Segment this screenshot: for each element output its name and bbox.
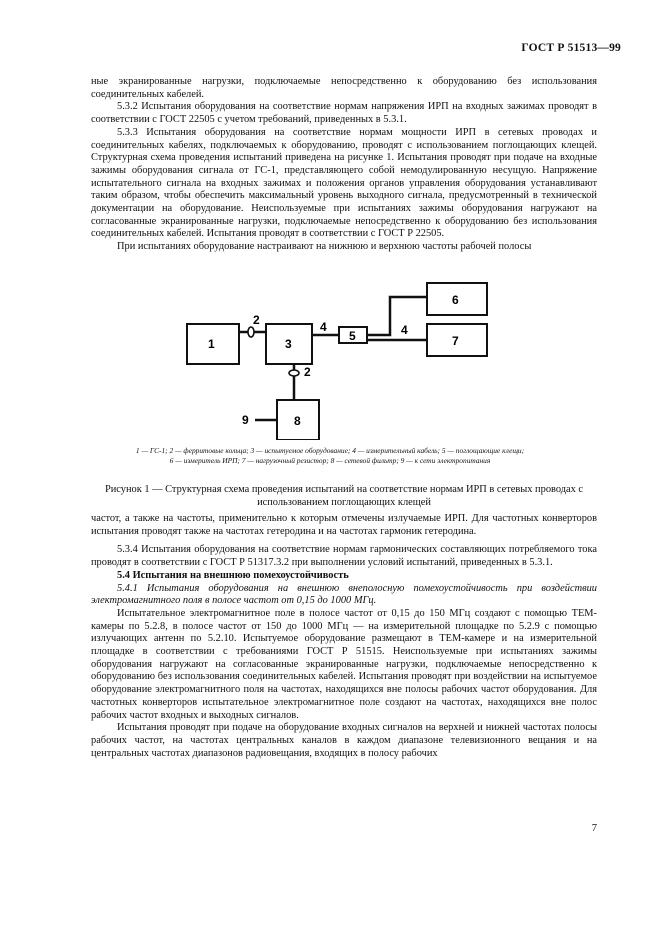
page-header: ГОСТ Р 51513—99 (521, 42, 621, 54)
paragraph-5-4-1: 5.4.1 Испытания оборудования на внешнюю внеполосную помехоустойчивость при воздействии электромагнитного поля в полосе частот от 0,15 до 1000 МГц. (91, 582, 597, 607)
block-label: 8 (294, 414, 301, 428)
paragraph-continuation: ные экранированные нагрузки, подключаемые непосредственно к оборудованию без использования соединительных кабелей. (91, 76, 597, 100)
figure-legend (60, 446, 600, 466)
line-label: 4 (401, 323, 408, 337)
legend-line: 1 — ГС-1; 2 — ферритовые кольца; 3 — испытуемое оборудование; 4 — измерительный кабель; 5 — поглощающие клещи; (135, 446, 525, 455)
line-label: 2 (304, 365, 311, 379)
block-label: 6 (452, 293, 459, 307)
block-label: 5 (349, 329, 356, 343)
line-label: 4 (320, 320, 327, 334)
paragraph-5-3-3: 5.3.3 Испытания оборудования на соответствие нормам мощности ИРП в сетевых проводах и соединительных кабелях, подключаемых к оборудованию, проводят с использованием поглощающих клещей. Структурная схема проведения испытаний приведена на рисунке 1. Испытания проводят при подаче на входные зажимы оборудования сигнала от ГС-1, представляющего собой немодулированную несущую. Напряжение испытательного сигнала на входных зажимах и положения органов управления оборудования устанавливают таким образом, чтобы обеспечить максимальный уровень выходного сигнала, предусмотренный в технической документации на оборудование. Неиспользуемые при испытаниях зажимы оборудования нагружают на согласованные экранированные нагрузки, подключаемые непосредственно к оборудованию без использования соединительных кабелей. Испытания проводят в соответствии с ГОСТ Р 22505. (91, 126, 597, 240)
ferrite-ring-top (248, 327, 254, 337)
paragraph-tuning: При испытаниях оборудование настраивают на нижнюю и верхнюю частоты рабочей полосы (117, 241, 532, 253)
line-label: 9 (242, 413, 249, 427)
paragraph-field: Испытательное электромагнитное поле в полосе частот от 0,15 до 150 МГц создают с помощью ТЕМ-камеры по 5.2.8, в полосе частот от 150 до 1000 МГц — на измерительной площадке по 5.2.9 с помощью излучающих антенн по 5.2.10. Испытуемое оборудование размещают в ТЕМ-камере и на измерительной площадке в соответствии с требованиями ГОСТ Р 51515. Неиспользуемые при испытаниях зажимы оборудования нагружают на согласованные экранированные нагрузки, подключаемые непосредственно к оборудованию без использования соединительных кабелей. Испытания проводят при воздействии на испытуемое оборудование электромагнитного поля на частотах, находящихся вне полосы рабочих частот оборудования. Для частотных конверторов испытательное электромагнитное поле создают на частотах, находящихся вне полос рабочих частот входных и выходных сигналов. (91, 607, 597, 721)
section-heading-5-4: 5.4 Испытания на внешнюю помехоустойчивость (117, 569, 349, 581)
block-label: 3 (285, 337, 292, 351)
paragraph-5-3-2: 5.3.2 Испытания оборудования на соответствие нормам напряжения ИРП на входных зажимах проводят в соответствии с ГОСТ 22505 с учетом требований, приведенных в 5.3.1. (91, 101, 597, 126)
bottom-text (91, 513, 597, 760)
block-label: 1 (208, 337, 215, 351)
legend-line: 6 — измеритель ИРП; 7 — нагрузочный резистор; 8 — сетевой фильтр; 9 — к сети электропитания (169, 456, 491, 465)
block-label: 7 (452, 334, 459, 348)
line-label: 2 (253, 313, 260, 327)
paragraph-after-figure: частот, а также на частоты, применительно к которым отмечены излучаемые ИРП. Для частотных конверторов испытания проводят также на частотах гетеродина и на частотах гармоник гетеродина. (91, 513, 597, 537)
figure-caption: Рисунок 1 — Структурная схема проведения испытаний на соответствие нормам ИРП в сетевых проводах с использованием поглощающих клещей (104, 484, 584, 508)
structural-diagram (180, 280, 490, 440)
ferrite-ring-bottom (289, 370, 299, 376)
page-number: 7 (591, 823, 597, 834)
paragraph-signals: Испытания проводят при подаче на оборудование входных сигналов на верхней и нижней частотах полосы рабочих частот, на частотах центральных каналов в каждом диапазоне телевизионного вещания и на центральных частотах диапазонов радиовещания, входящих в полосу рабочих (91, 722, 597, 759)
paragraph-5-3-4: 5.3.4 Испытания оборудования на соответствие нормам гармонических составляющих потребляемого тока проводят в соответствии с ГОСТ Р 51317.3.2 при выполнении условий испытаний, приведенных в 5.3.1. (91, 544, 597, 569)
top-text (91, 76, 597, 254)
line-5-6 (367, 297, 427, 335)
